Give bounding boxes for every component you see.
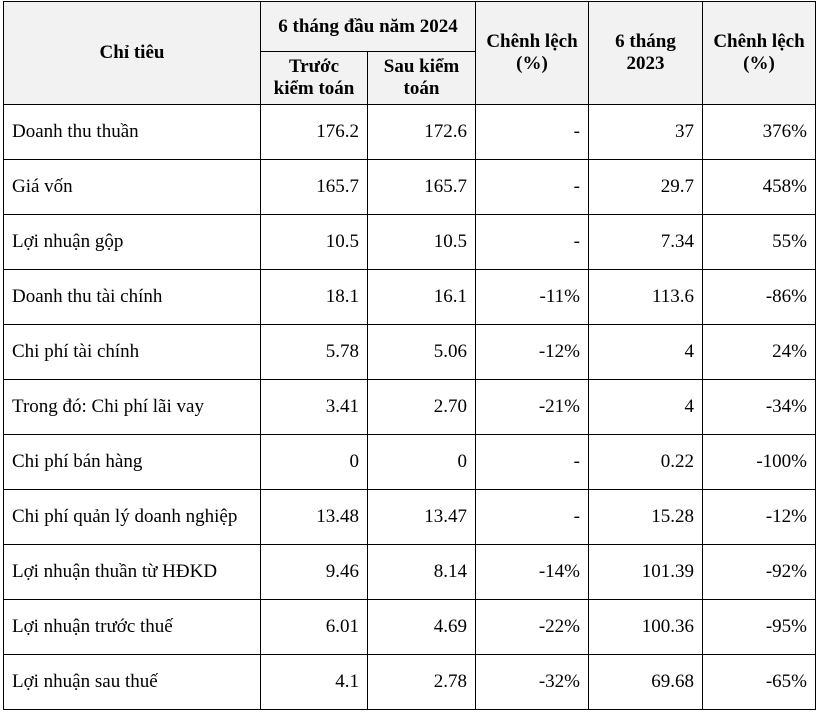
- diff-year-cell: -95%: [703, 600, 816, 655]
- diff-year-cell: -12%: [703, 490, 816, 545]
- diff-audit-cell: -32%: [476, 655, 589, 710]
- before-audit-cell: 0: [261, 435, 368, 490]
- header-row-top: [4, 2, 816, 52]
- indicator-cell: Chi phí bán hàng: [4, 435, 261, 490]
- table-body: [4, 105, 816, 710]
- diff-year-cell: 458%: [703, 160, 816, 215]
- indicator-cell: Chi phí tài chính: [4, 325, 261, 380]
- period-2023-cell: 4: [589, 380, 703, 435]
- diff-audit-cell: -14%: [476, 545, 589, 600]
- diff-audit-cell: -: [476, 215, 589, 270]
- indicator-cell: Lợi nhuận sau thuế: [4, 655, 261, 710]
- before-audit-cell: 5.78: [261, 325, 368, 380]
- before-audit-cell: 18.1: [261, 270, 368, 325]
- period-2023-cell: 69.68: [589, 655, 703, 710]
- diff-year-cell: -65%: [703, 655, 816, 710]
- after-audit-cell: 172.6: [368, 105, 476, 160]
- table-row: [4, 215, 816, 270]
- header-diff-audit: Chênh lệch (%): [476, 2, 589, 105]
- after-audit-cell: 2.70: [368, 380, 476, 435]
- period-2023-cell: 29.7: [589, 160, 703, 215]
- diff-year-cell: 376%: [703, 105, 816, 160]
- period-2023-cell: 37: [589, 105, 703, 160]
- table-row: [4, 380, 816, 435]
- before-audit-cell: 176.2: [261, 105, 368, 160]
- header-before-audit: Trước kiểm toán: [261, 52, 368, 105]
- table-row: [4, 325, 816, 380]
- indicator-cell: Lợi nhuận gộp: [4, 215, 261, 270]
- table-row: [4, 655, 816, 710]
- diff-year-cell: -92%: [703, 545, 816, 600]
- table-row: [4, 105, 816, 160]
- before-audit-cell: 3.41: [261, 380, 368, 435]
- financial-table: [3, 1, 816, 710]
- table-row: [4, 490, 816, 545]
- diff-year-cell: 24%: [703, 325, 816, 380]
- after-audit-cell: 0: [368, 435, 476, 490]
- table-row: [4, 270, 816, 325]
- period-2023-cell: 113.6: [589, 270, 703, 325]
- period-2023-cell: 100.36: [589, 600, 703, 655]
- before-audit-cell: 13.48: [261, 490, 368, 545]
- period-2023-cell: 7.34: [589, 215, 703, 270]
- header-period-2024: 6 tháng đầu năm 2024: [261, 2, 476, 52]
- diff-year-cell: -86%: [703, 270, 816, 325]
- before-audit-cell: 6.01: [261, 600, 368, 655]
- indicator-cell: Doanh thu thuần: [4, 105, 261, 160]
- header-indicator: Chỉ tiêu: [4, 2, 261, 105]
- header-diff-year: Chênh lệch (%): [703, 2, 816, 105]
- period-2023-cell: 101.39: [589, 545, 703, 600]
- indicator-cell: Giá vốn: [4, 160, 261, 215]
- diff-audit-cell: -22%: [476, 600, 589, 655]
- table-row: [4, 600, 816, 655]
- diff-year-cell: -100%: [703, 435, 816, 490]
- indicator-cell: Lợi nhuận trước thuế: [4, 600, 261, 655]
- header-after-audit: Sau kiểm toán: [368, 52, 476, 105]
- indicator-cell: Doanh thu tài chính: [4, 270, 261, 325]
- before-audit-cell: 9.46: [261, 545, 368, 600]
- after-audit-cell: 8.14: [368, 545, 476, 600]
- header-period-2023: 6 tháng 2023: [589, 2, 703, 105]
- period-2023-cell: 15.28: [589, 490, 703, 545]
- diff-audit-cell: -: [476, 490, 589, 545]
- diff-audit-cell: -12%: [476, 325, 589, 380]
- table-row: [4, 160, 816, 215]
- after-audit-cell: 16.1: [368, 270, 476, 325]
- diff-year-cell: 55%: [703, 215, 816, 270]
- after-audit-cell: 4.69: [368, 600, 476, 655]
- diff-audit-cell: -11%: [476, 270, 589, 325]
- diff-audit-cell: -: [476, 160, 589, 215]
- diff-audit-cell: -21%: [476, 380, 589, 435]
- after-audit-cell: 5.06: [368, 325, 476, 380]
- table-row: [4, 435, 816, 490]
- after-audit-cell: 2.78: [368, 655, 476, 710]
- after-audit-cell: 165.7: [368, 160, 476, 215]
- before-audit-cell: 10.5: [261, 215, 368, 270]
- diff-audit-cell: -: [476, 105, 589, 160]
- period-2023-cell: 4: [589, 325, 703, 380]
- before-audit-cell: 4.1: [261, 655, 368, 710]
- after-audit-cell: 10.5: [368, 215, 476, 270]
- before-audit-cell: 165.7: [261, 160, 368, 215]
- indicator-cell: Trong đó: Chi phí lãi vay: [4, 380, 261, 435]
- indicator-cell: Chi phí quản lý doanh nghiệp: [4, 490, 261, 545]
- after-audit-cell: 13.47: [368, 490, 476, 545]
- indicator-cell: Lợi nhuận thuần từ HĐKD: [4, 545, 261, 600]
- diff-audit-cell: -: [476, 435, 589, 490]
- diff-year-cell: -34%: [703, 380, 816, 435]
- table-row: [4, 545, 816, 600]
- period-2023-cell: 0.22: [589, 435, 703, 490]
